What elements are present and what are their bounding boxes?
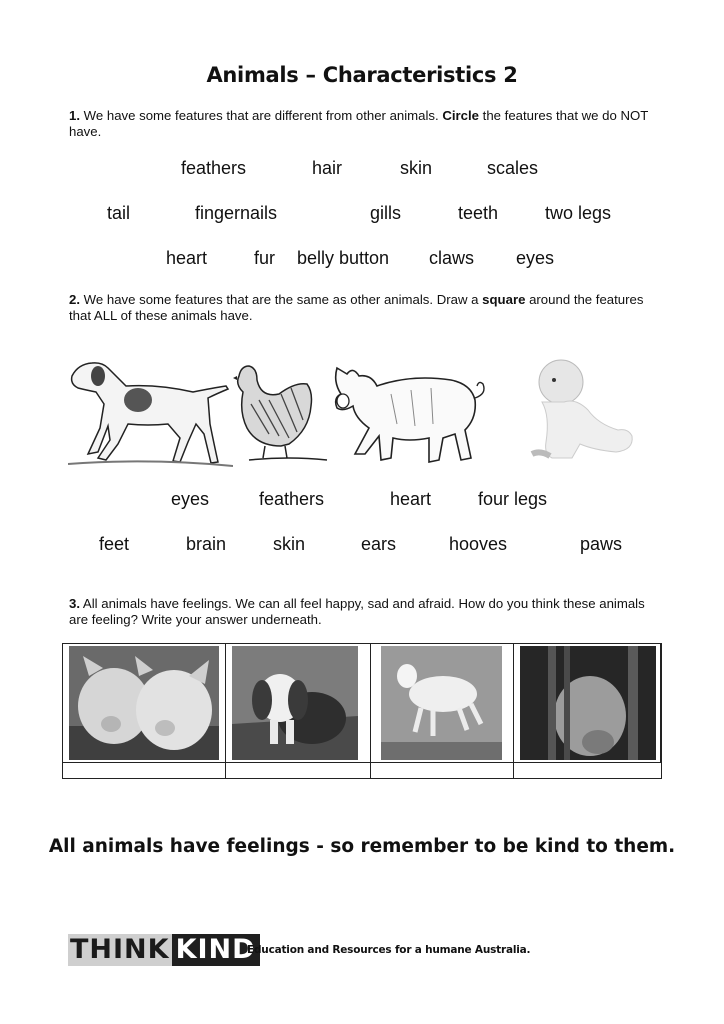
caged-pig-photo [520,646,656,760]
q1-word[interactable]: fingernails [195,203,278,223]
q1-word[interactable]: skin [400,158,433,178]
q2-word[interactable]: skin [273,534,306,554]
piglets-photo [69,646,219,760]
q2-word[interactable]: hooves [449,534,508,554]
q1-word[interactable]: feathers [181,158,247,178]
q1-word[interactable]: scales [487,158,539,178]
logo-think: THINK [70,934,170,965]
baby-photo [524,354,639,470]
question-3-text: All animals have feelings. We can all feel happy, sad and afraid. How do you think these animals are feeling? Write your answer underneath. [69,596,645,627]
pig-illustration [331,354,486,470]
question-1-bold: Circle [442,108,480,123]
logo-kind: KIND [172,934,260,966]
question-3-number: 3. [69,596,80,611]
table-cell [514,644,661,762]
q1-word[interactable]: two legs [545,203,612,223]
question-2-bold: square [482,292,526,307]
question-1-number: 1. [69,108,80,123]
table-cell [226,644,371,762]
question-3 [69,596,649,628]
q2-word[interactable]: eyes [171,489,210,509]
q1-word[interactable]: tail [107,203,131,223]
answer-cell[interactable] [63,763,226,779]
q1-word[interactable]: claws [429,248,475,268]
q1-word[interactable]: heart [166,248,208,268]
question-2 [69,292,649,324]
answer-cell[interactable] [514,763,661,779]
tagline: Education and Resources for a humane Australia. [247,944,531,956]
footer-message: All animals have feelings - so remember to be kind to them. [48,836,676,857]
q1-word[interactable]: fur [254,248,276,268]
question-2-text-a: We have some features that are the same as other animals. Draw a [80,292,483,307]
question-2-text-b: around the features that ALL of these animals have. [69,292,644,323]
page-title: Animals – Characteristics 2 [206,63,518,87]
question-1 [69,108,649,140]
question-1-text-b: the features that we do NOT have. [69,108,649,139]
answer-cell[interactable] [226,763,371,779]
answer-cell[interactable] [371,763,514,779]
q1-word[interactable]: gills [370,203,402,223]
chicken-illustration [229,354,329,470]
dog-illustration [68,354,233,470]
table-cell [63,644,226,762]
q1-word[interactable]: teeth [458,203,499,223]
thinkkind-logo [68,934,260,966]
q2-word[interactable]: ears [361,534,397,554]
question-1-text-a: We have some features that are different from other animals. [80,108,443,123]
q1-word[interactable]: hair [312,158,343,178]
q2-word[interactable]: feet [99,534,130,554]
lamb-photo [381,646,502,760]
q2-word[interactable]: four legs [478,489,548,509]
q2-word[interactable]: paws [580,534,623,554]
q1-word[interactable]: eyes [516,248,555,268]
q2-word[interactable]: brain [186,534,227,554]
q2-word[interactable]: feathers [259,489,325,509]
puppy-photo [232,646,358,760]
feelings-table [62,643,662,779]
q1-word[interactable]: belly button [297,248,390,268]
q2-word[interactable]: heart [390,489,432,509]
table-cell [371,644,514,762]
question-2-number: 2. [69,292,80,307]
